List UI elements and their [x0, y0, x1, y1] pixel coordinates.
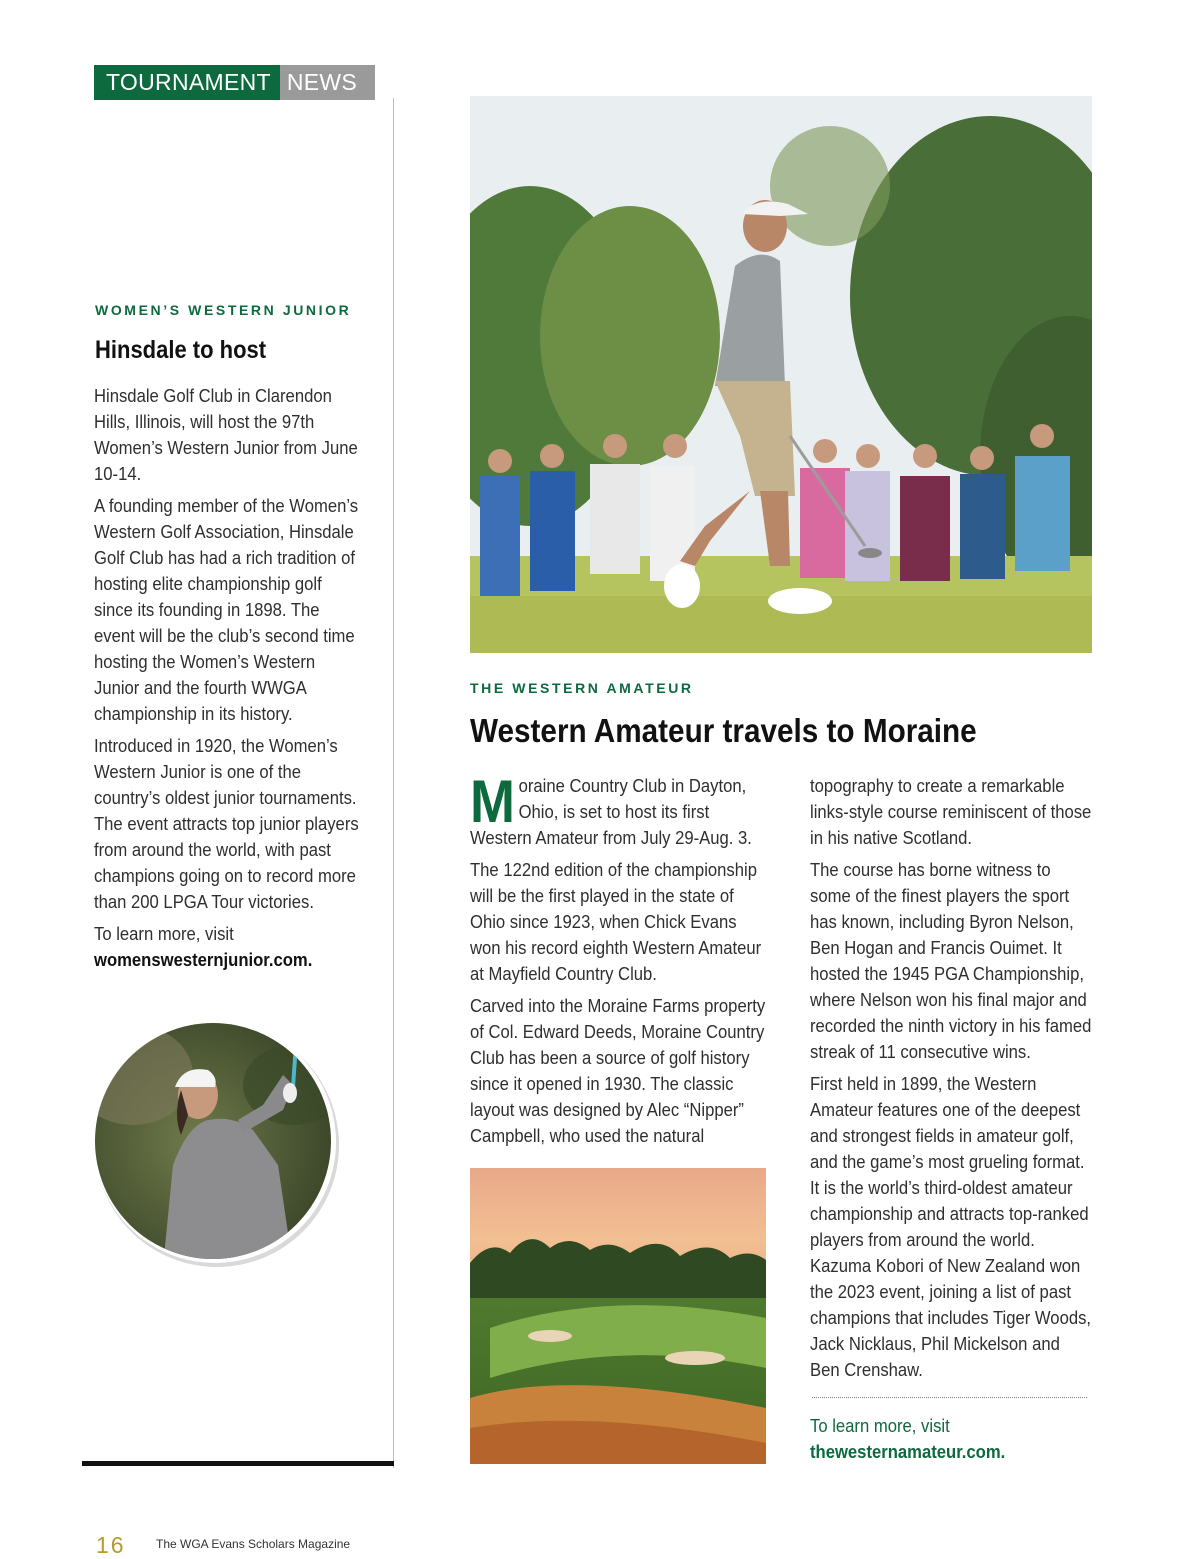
left-learn-more: [94, 921, 362, 973]
left-paragraph: A founding member of the Women’s Western Golf Association, Hinsdale Golf Club has had a rich tradition of hosting elite championship golf since its founding in 1898. The event will be the club’s second time hosting the Women’s Western Junior and the fourth WWGA championship in its history.: [94, 495, 359, 724]
left-paragraph: Introduced in 1920, the Women’s Western Junior is one of the country’s oldest junior tournaments. The event attracts top junior players from around the world, with past champions going on to record more than 200 LPGA Tour victories.: [94, 735, 359, 912]
section-tag: [94, 65, 375, 100]
right-article-column-2: [810, 773, 1092, 1389]
left-article-headline: Hinsdale to host: [95, 336, 267, 364]
right-paragraph: Carved into the Moraine Farms property of Col. Edward Deeds, Moraine Country Club has been a source of golf history since it opened in 1930. The classic layout was designed by Alec “Nipper” Campbell, who used the natural: [470, 995, 766, 1146]
section-tag-primary: TOURNAMENT: [94, 65, 280, 100]
first-paragraph-text: oraine Country Club in Dayton, Ohio, is set to host its first Western Amateur from July 29-Aug. 3.: [470, 775, 752, 848]
right-paragraph: The course has borne witness to some of the finest players the sport has known, including Byron Nelson, Ben Hogan and Francis Ouimet. It hosted the 1945 PGA Championship, where Nelson won his final major and recorded the ninth victory in his famed streak of 11 consecutive wins.: [810, 859, 1092, 1062]
left-column-end-rule: [82, 1461, 394, 1466]
right-learn-more-text: To learn more, visit: [810, 1415, 950, 1436]
page-number: 16: [96, 1532, 126, 1558]
moraine-course-photo: [470, 1168, 766, 1464]
right-article-headline: Western Amateur travels to Moraine: [470, 712, 977, 749]
right-learn-more: [810, 1413, 1005, 1465]
right-article-kicker: THE WESTERN AMATEUR: [470, 680, 694, 696]
column-divider: [393, 98, 394, 1468]
right-paragraph: topography to create a remarkable links-style course reminiscent of those in his native Scotland.: [810, 775, 1092, 848]
right-paragraph: The 122nd edition of the championship will be the first played in the state of Ohio since 1923, when Chick Evans won his record eighth Western Amateur at Mayfield Country Club.: [470, 859, 762, 984]
magazine-title: The WGA Evans Scholars Magazine: [156, 1537, 351, 1551]
left-article-body: [94, 383, 362, 979]
left-article-kicker: WOMEN’S WESTERN JUNIOR: [95, 302, 352, 318]
first-paragraph: [470, 768, 766, 851]
dotted-divider: [812, 1397, 1087, 1398]
drop-cap: M: [470, 768, 515, 835]
left-article-link[interactable]: womenswesternjunior.com.: [94, 949, 313, 970]
section-tag-secondary: NEWS: [280, 65, 375, 100]
left-learn-more-text: To learn more, visit: [94, 923, 234, 944]
western-amateur-celebration-photo: [470, 96, 1092, 653]
left-paragraph: Hinsdale Golf Club in Clarendon Hills, Illinois, will host the 97th Women’s Western Junior from June 10-14.: [94, 385, 358, 484]
golfer-portrait-photo: [93, 1015, 345, 1267]
right-article-column-1: [470, 768, 766, 1155]
right-paragraph: First held in 1899, the Western Amateur features one of the deepest and strongest fields in amateur golf, and the game’s most grueling format. It is the world’s third-oldest amateur championship and attracts top-ranked players from around the world. Kazuma Kobori of New Zealand won the 2023 event, joining a list of past champions that includes Tiger Woods, Jack Nicklaus, Phil Mickelson and Ben Crenshaw.: [810, 1073, 1092, 1380]
right-article-link[interactable]: thewesternamateur.com.: [810, 1441, 1006, 1462]
